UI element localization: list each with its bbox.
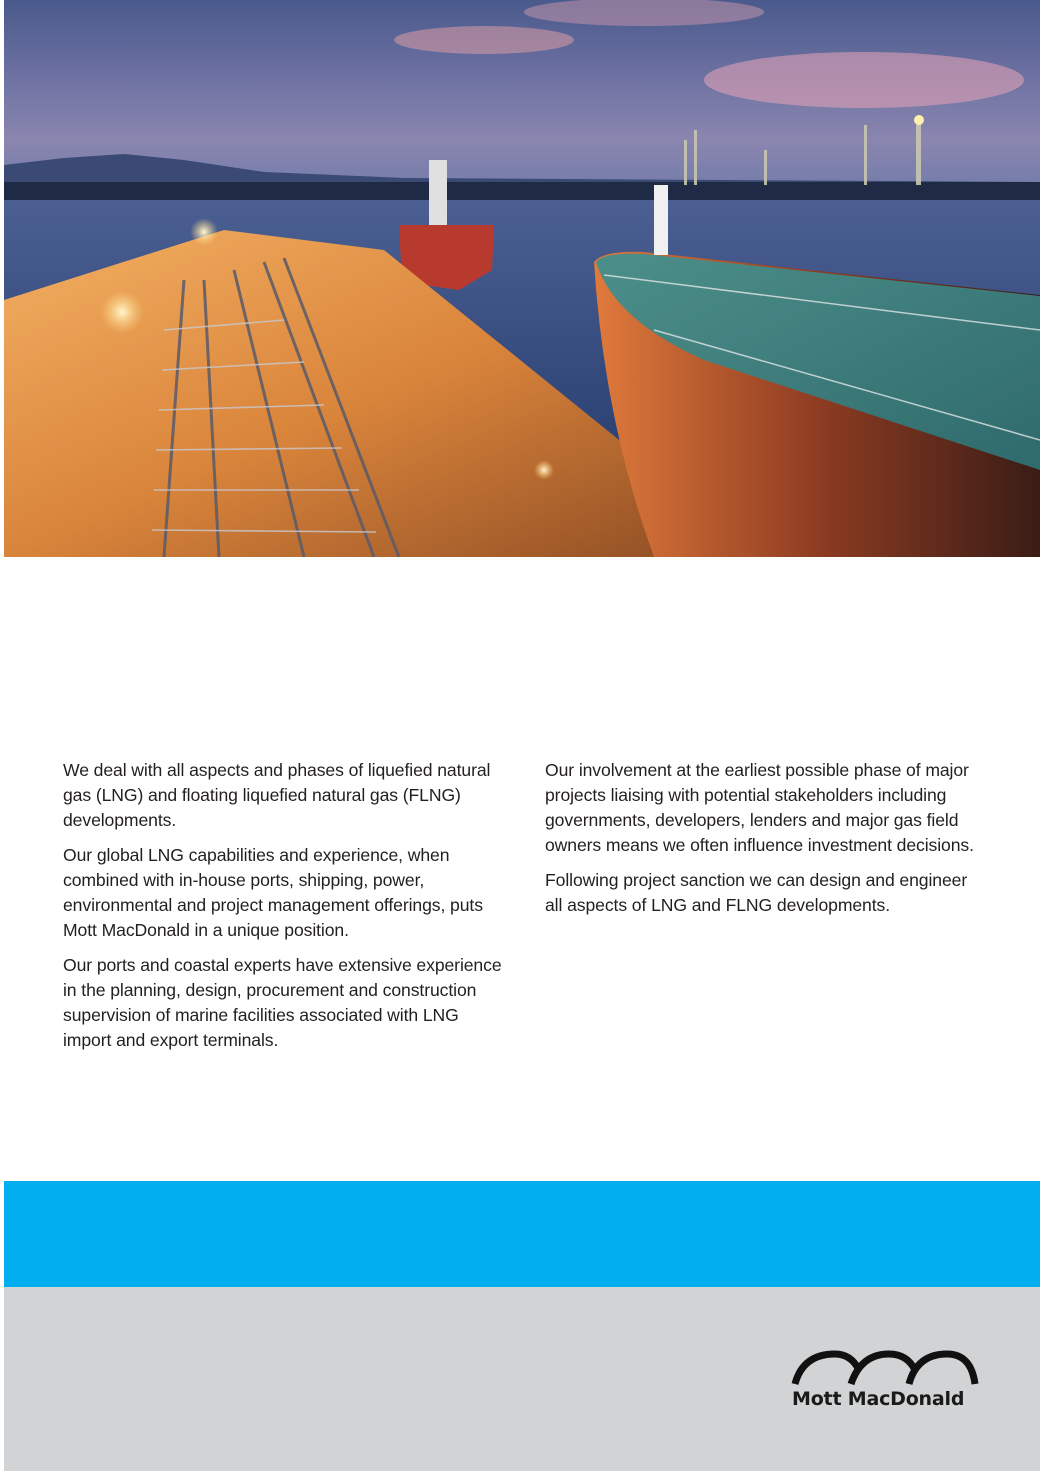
body-text-right-column — [545, 758, 985, 928]
paragraph-project-sanction: Following project sanction we can design and engineer all aspects of LNG and FLNG developments. — [545, 870, 968, 915]
paragraph-early-involvement: Our involvement at the earliest possible phase of major projects liaising with potential stakeholders including governments, developers, lenders and major gas field owners means we often influence investment decisions. — [545, 760, 974, 855]
logo-arches-icon — [789, 1346, 979, 1386]
body-text-left-column — [63, 758, 503, 1063]
paragraph-ports-coastal: Our ports and coastal experts have extensive experience in the planning, design, procurement and construction supervision of marine facilities associated with LNG import and export terminals. — [63, 955, 502, 1050]
footer-blue-band — [4, 1181, 1040, 1287]
logo-wordmark: Mott MacDonald — [792, 1388, 965, 1410]
hero-photo-lng-terminal — [4, 0, 1040, 557]
paragraph-lng-overview: We deal with all aspects and phases of liquefied natural gas (LNG) and floating liquefied natural gas (FLNG) developments. — [63, 760, 491, 830]
paragraph-capabilities: Our global LNG capabilities and experience, when combined with in-house ports, shipping, power, environmental and project management offerings, puts Mott MacDonald in a unique position. — [63, 845, 483, 940]
mott-macdonald-logo — [789, 1346, 981, 1412]
